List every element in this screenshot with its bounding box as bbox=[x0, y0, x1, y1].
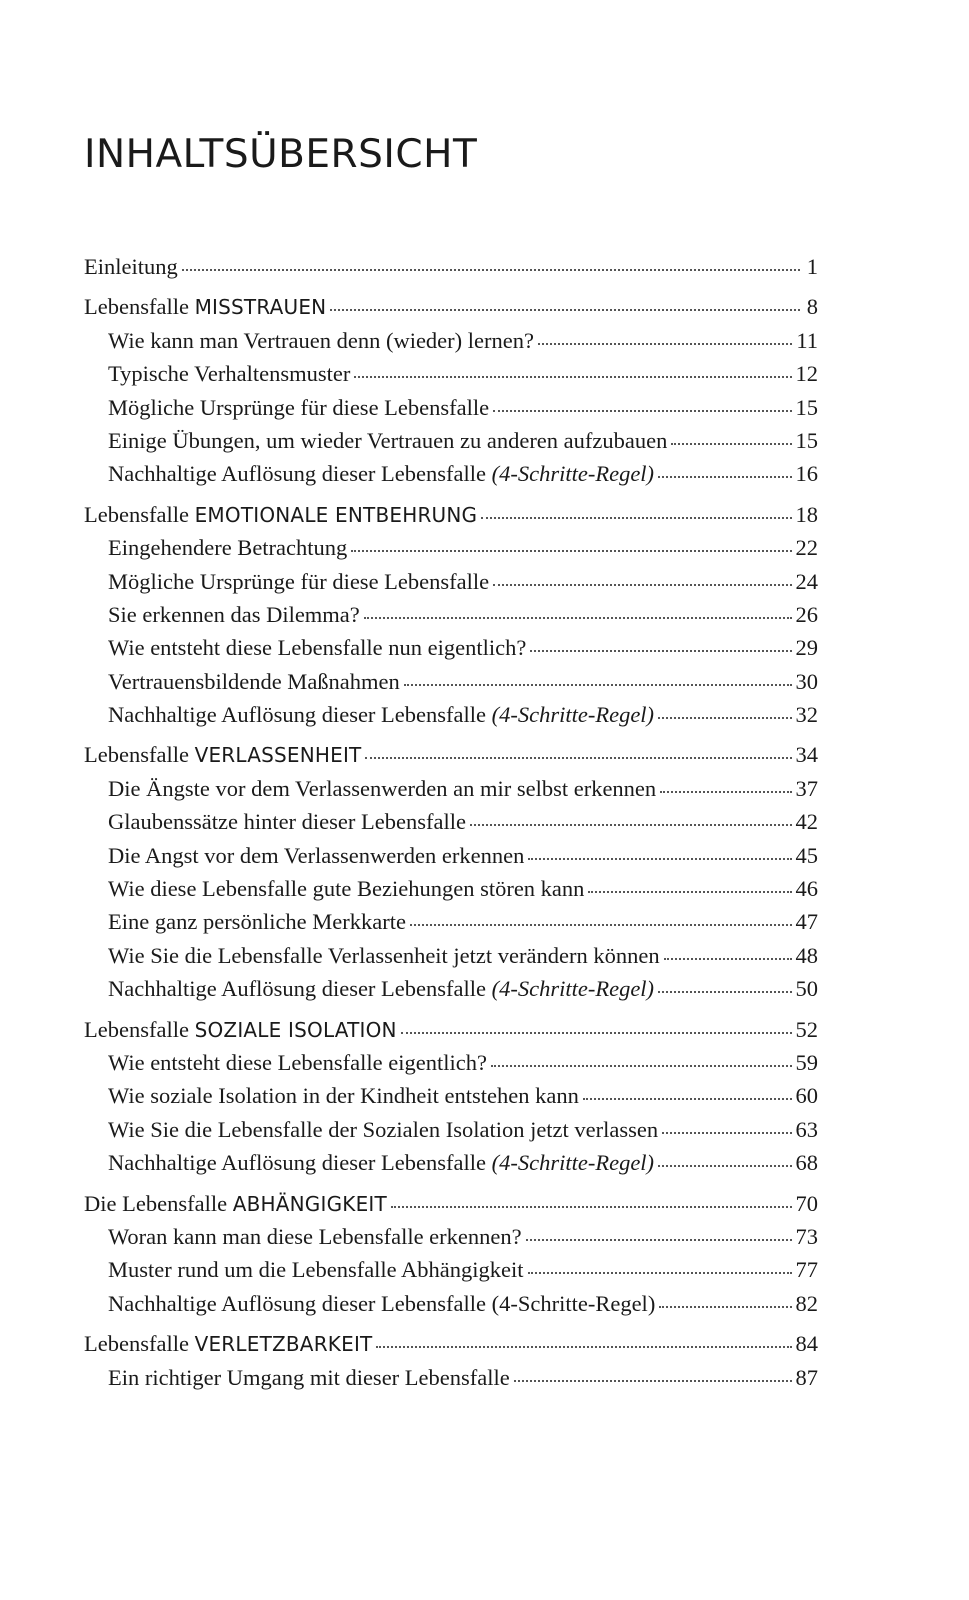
toc-page-number: 22 bbox=[795, 535, 818, 561]
section-italic: (4-Schritte-Regel) bbox=[491, 461, 655, 487]
dot-leader bbox=[182, 268, 800, 271]
toc-chapter-verletzbarkeit[interactable] bbox=[84, 1327, 818, 1360]
toc-section[interactable] bbox=[84, 1253, 818, 1286]
section-italic: (4-Schritte-Regel) bbox=[491, 976, 655, 1002]
dot-leader bbox=[404, 683, 792, 686]
dot-leader bbox=[660, 790, 791, 793]
toc-page-number: 26 bbox=[795, 601, 818, 627]
chapter-prefix: Lebensfalle bbox=[84, 1016, 195, 1042]
toc-page-number: 60 bbox=[795, 1083, 818, 1109]
toc-chapter-einleitung[interactable] bbox=[84, 250, 818, 283]
dot-leader bbox=[354, 375, 791, 378]
dot-leader bbox=[530, 649, 791, 652]
toc-page-number: 73 bbox=[795, 1223, 818, 1249]
toc-chapter-abhaengigkeit[interactable] bbox=[84, 1187, 818, 1220]
toc-page-number: 37 bbox=[795, 775, 818, 801]
toc-section[interactable] bbox=[84, 1361, 818, 1394]
toc-section[interactable] bbox=[84, 972, 818, 1005]
toc-section[interactable] bbox=[84, 1146, 818, 1179]
toc-page-number: 32 bbox=[795, 702, 818, 728]
chapter-prefix: Lebensfalle bbox=[84, 294, 195, 320]
toc-entry-label bbox=[84, 290, 326, 324]
chapter-highlight: VERLASSENHEIT bbox=[194, 743, 362, 768]
dot-leader bbox=[364, 616, 792, 619]
dot-leader bbox=[658, 716, 791, 719]
toc-entry-label: Wie soziale Isolation in der Kindheit entstehen kann bbox=[108, 1083, 579, 1109]
dot-leader bbox=[410, 923, 792, 926]
toc-page-number: 46 bbox=[795, 876, 818, 902]
toc-entry-label: Eine ganz persönliche Merkkarte bbox=[108, 909, 406, 935]
toc-entry-label: Muster rund um die Lebensfalle Abhängigkeit bbox=[108, 1257, 524, 1283]
dot-leader bbox=[365, 756, 791, 759]
toc-section[interactable] bbox=[84, 1287, 818, 1320]
toc-page-number: 15 bbox=[795, 394, 818, 420]
toc-entry-label bbox=[108, 972, 654, 1005]
table-of-contents bbox=[84, 250, 818, 1394]
dot-leader bbox=[658, 475, 791, 478]
toc-entry-label: Einige Übungen, um wieder Vertrauen zu anderen aufzubauen bbox=[108, 427, 668, 453]
toc-page-number: 16 bbox=[795, 461, 818, 487]
toc-chapter-verlassenheit[interactable] bbox=[84, 738, 818, 771]
toc-page-number: 52 bbox=[795, 1016, 818, 1042]
dot-leader bbox=[658, 1164, 791, 1167]
toc-entry-label: Wie entsteht diese Lebensfalle eigentlich? bbox=[108, 1049, 487, 1075]
toc-page-number: 8 bbox=[806, 294, 818, 320]
toc-entry-label: Wie Sie die Lebensfalle Verlassenheit jetzt verändern können bbox=[108, 942, 660, 968]
toc-entry-label bbox=[84, 1187, 387, 1221]
toc-entry-label: Typische Verhaltensmuster bbox=[108, 361, 351, 387]
dot-leader bbox=[662, 1131, 791, 1134]
chapter-highlight: ABHÄNGIGKEIT bbox=[232, 1191, 387, 1216]
toc-section[interactable] bbox=[84, 1220, 818, 1253]
toc-section[interactable] bbox=[84, 631, 818, 664]
toc-entry-label: Einleitung bbox=[84, 254, 178, 279]
dot-leader bbox=[588, 890, 791, 893]
toc-section[interactable] bbox=[84, 1046, 818, 1079]
toc-page-number: 50 bbox=[795, 976, 818, 1002]
dot-leader bbox=[330, 308, 800, 311]
toc-entry-label bbox=[108, 457, 654, 490]
dot-leader bbox=[528, 1271, 792, 1274]
toc-page-number: 47 bbox=[795, 909, 818, 935]
chapter-highlight: VERLETZBARKEIT bbox=[194, 1332, 373, 1357]
dot-leader bbox=[528, 857, 791, 860]
toc-section[interactable] bbox=[84, 324, 818, 357]
dot-leader bbox=[493, 583, 791, 586]
section-text: Nachhaltige Auflösung dieser Lebensfalle bbox=[108, 1150, 492, 1176]
toc-entry-label bbox=[84, 1013, 397, 1047]
chapter-prefix: Lebensfalle bbox=[84, 1331, 195, 1357]
toc-entry-label bbox=[84, 1327, 372, 1361]
dot-leader bbox=[671, 442, 791, 445]
toc-page-number: 77 bbox=[795, 1257, 818, 1283]
dot-leader bbox=[583, 1097, 792, 1100]
toc-section[interactable] bbox=[84, 1113, 818, 1146]
toc-page-number: 24 bbox=[795, 568, 818, 594]
chapter-highlight: SOZIALE ISOLATION bbox=[194, 1017, 397, 1042]
toc-entry-label: Nachhaltige Auflösung dieser Lebensfalle (4-Schritte-Regel) bbox=[108, 1290, 656, 1316]
toc-page-number: 15 bbox=[795, 427, 818, 453]
toc-entry-label: Wie kann man Vertrauen denn (wieder) lernen? bbox=[108, 327, 534, 353]
page-title: INHALTSÜBERSICHT bbox=[84, 132, 478, 177]
toc-page-number: 87 bbox=[795, 1364, 818, 1390]
toc-chapter-misstrauen[interactable] bbox=[84, 290, 818, 323]
dot-leader bbox=[401, 1031, 792, 1034]
toc-chapter-soziale-isolation[interactable] bbox=[84, 1013, 818, 1046]
dot-leader bbox=[538, 342, 792, 345]
dot-leader bbox=[491, 1064, 792, 1067]
dot-leader bbox=[391, 1205, 792, 1208]
chapter-prefix: Lebensfalle bbox=[84, 742, 195, 768]
toc-chapter-emotionale-entbehrung[interactable] bbox=[84, 498, 818, 531]
dot-leader bbox=[664, 957, 792, 960]
toc-page-number: 82 bbox=[795, 1290, 818, 1316]
toc-section[interactable] bbox=[84, 939, 818, 972]
toc-entry-label bbox=[84, 738, 361, 772]
dot-leader bbox=[481, 516, 791, 519]
dot-leader bbox=[351, 549, 791, 552]
toc-page-number: 84 bbox=[795, 1331, 818, 1357]
section-text: Nachhaltige Auflösung dieser Lebensfalle bbox=[108, 976, 492, 1002]
toc-entry-label: Glaubenssätze hinter dieser Lebensfalle bbox=[108, 809, 466, 835]
chapter-highlight: MISSTRAUEN bbox=[194, 295, 327, 320]
section-text: Nachhaltige Auflösung dieser Lebensfalle bbox=[108, 702, 492, 728]
toc-section[interactable] bbox=[84, 698, 818, 731]
toc-section[interactable] bbox=[84, 839, 818, 872]
toc-section[interactable] bbox=[84, 531, 818, 564]
toc-page-number: 18 bbox=[795, 501, 818, 527]
toc-page-number: 70 bbox=[795, 1190, 818, 1216]
toc-entry-label bbox=[108, 1146, 654, 1179]
dot-leader bbox=[526, 1238, 792, 1241]
section-text: Nachhaltige Auflösung dieser Lebensfalle bbox=[108, 461, 492, 487]
toc-entry-label: Mögliche Ursprünge für diese Lebensfalle bbox=[108, 568, 490, 594]
toc-entry-label: Vertrauensbildende Maßnahmen bbox=[108, 668, 400, 694]
toc-page-number: 59 bbox=[795, 1049, 818, 1075]
toc-section[interactable] bbox=[84, 565, 818, 598]
toc-section[interactable] bbox=[84, 598, 818, 631]
toc-page-number: 30 bbox=[795, 668, 818, 694]
chapter-prefix: Lebensfalle bbox=[84, 501, 195, 527]
toc-entry-label bbox=[108, 698, 654, 731]
dot-leader bbox=[514, 1379, 792, 1382]
toc-entry-label: Wie Sie die Lebensfalle der Sozialen Isolation jetzt verlassen bbox=[108, 1116, 659, 1142]
toc-section[interactable] bbox=[84, 805, 818, 838]
toc-page-number: 29 bbox=[795, 635, 818, 661]
dot-leader bbox=[658, 990, 791, 993]
toc-entry-label: Sie erkennen das Dilemma? bbox=[108, 601, 360, 627]
toc-entry-label: Woran kann man diese Lebensfalle erkennen? bbox=[108, 1223, 522, 1249]
toc-entry-label: Wie entsteht diese Lebensfalle nun eigentlich? bbox=[108, 635, 527, 661]
toc-page-number: 34 bbox=[795, 742, 818, 768]
toc-page-number: 11 bbox=[796, 327, 818, 353]
toc-page-number: 1 bbox=[806, 254, 818, 279]
toc-section[interactable] bbox=[84, 772, 818, 805]
toc-section[interactable] bbox=[84, 424, 818, 457]
toc-page-number: 68 bbox=[795, 1150, 818, 1176]
chapter-highlight: EMOTIONALE ENTBEHRUNG bbox=[194, 502, 478, 527]
toc-entry-label bbox=[84, 498, 477, 532]
dot-leader bbox=[376, 1345, 791, 1348]
dot-leader bbox=[659, 1305, 791, 1308]
toc-section[interactable] bbox=[84, 391, 818, 424]
toc-page-number: 63 bbox=[795, 1116, 818, 1142]
toc-section[interactable] bbox=[84, 1079, 818, 1112]
toc-entry-label: Mögliche Ursprünge für diese Lebensfalle bbox=[108, 394, 490, 420]
toc-entry-label: Ein richtiger Umgang mit dieser Lebensfalle bbox=[108, 1364, 510, 1390]
toc-entry-label: Eingehendere Betrachtung bbox=[108, 535, 348, 561]
toc-page-number: 48 bbox=[795, 942, 818, 968]
dot-leader bbox=[493, 409, 791, 412]
toc-entry-label: Wie diese Lebensfalle gute Beziehungen stören kann bbox=[108, 876, 585, 902]
toc-section[interactable] bbox=[84, 357, 818, 390]
section-italic: (4-Schritte-Regel) bbox=[491, 1150, 655, 1176]
toc-section[interactable] bbox=[84, 665, 818, 698]
dot-leader bbox=[470, 823, 792, 826]
toc-page-number: 45 bbox=[795, 842, 818, 868]
toc-page-number: 12 bbox=[795, 361, 818, 387]
toc-entry-label: Die Angst vor dem Verlassenwerden erkennen bbox=[108, 842, 525, 868]
toc-section[interactable] bbox=[84, 457, 818, 490]
section-italic: (4-Schritte-Regel) bbox=[491, 702, 655, 728]
toc-section[interactable] bbox=[84, 872, 818, 905]
toc-entry-label: Die Ängste vor dem Verlassenwerden an mir selbst erkennen bbox=[108, 775, 657, 801]
toc-section[interactable] bbox=[84, 905, 818, 938]
toc-page-number: 42 bbox=[795, 809, 818, 835]
chapter-prefix: Die Lebensfalle bbox=[84, 1190, 233, 1216]
